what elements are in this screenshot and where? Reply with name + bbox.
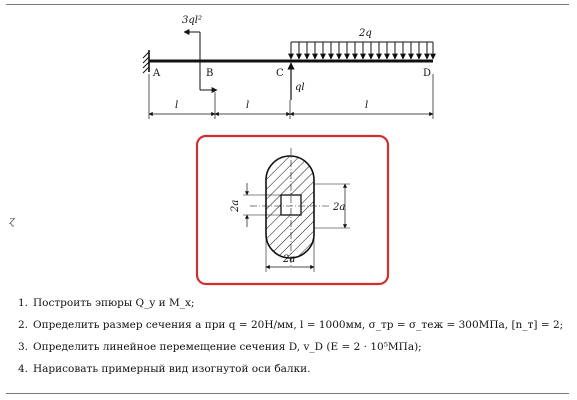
task-text: Определить линейное перемещение сечения D, v_D (E = 2 · 10⁵МПа); [33,341,422,353]
task-item: 4. Нарисовать примерный вид изогнутой оси балки. [18,363,311,375]
point-label-a: A [153,68,161,79]
height-dimension-label: 2a [333,202,346,213]
side-mark: ɀ [9,214,15,227]
task-item: 2. Определить размер сечения a при q = 20Н/мм, l = 1000мм, σ_тр = σ_теж = 300МПа, [n_т] = 2; [18,319,564,331]
task-item: 3. Определить линейное перемещение сечения D, v_D (E = 2 · 10⁵МПа); [18,341,422,353]
distributed-load-label: 2q [359,28,372,39]
point-force-label: ql [295,82,305,93]
span-label-cd: l [365,100,369,111]
point-label-c: C [276,68,284,79]
span-label-ab: l [175,100,179,111]
span-label-bc: l [246,100,250,111]
width-dimension-label: 2a [283,254,296,265]
task-text: Определить размер сечения a при q = 20Н/мм, l = 1000мм, σ_тр = σ_теж = 300МПа, [n_т] = 2; [33,319,564,331]
distributed-load [291,42,433,59]
point-label-d: D [423,68,432,79]
task-item: 1. Построить эпюры Q_y и M_x; [18,297,195,309]
moment-label: 3ql² [182,15,202,26]
cross-section [250,148,330,268]
fixed-support [143,50,149,73]
point-label-b: B [206,68,214,79]
task-text: Нарисовать примерный вид изогнутой оси балки. [33,363,311,375]
task-list [18,296,568,384]
hole-dimension-label: 2a [230,199,241,212]
task-text: Построить эпюры Q_y и M_x; [33,297,195,309]
